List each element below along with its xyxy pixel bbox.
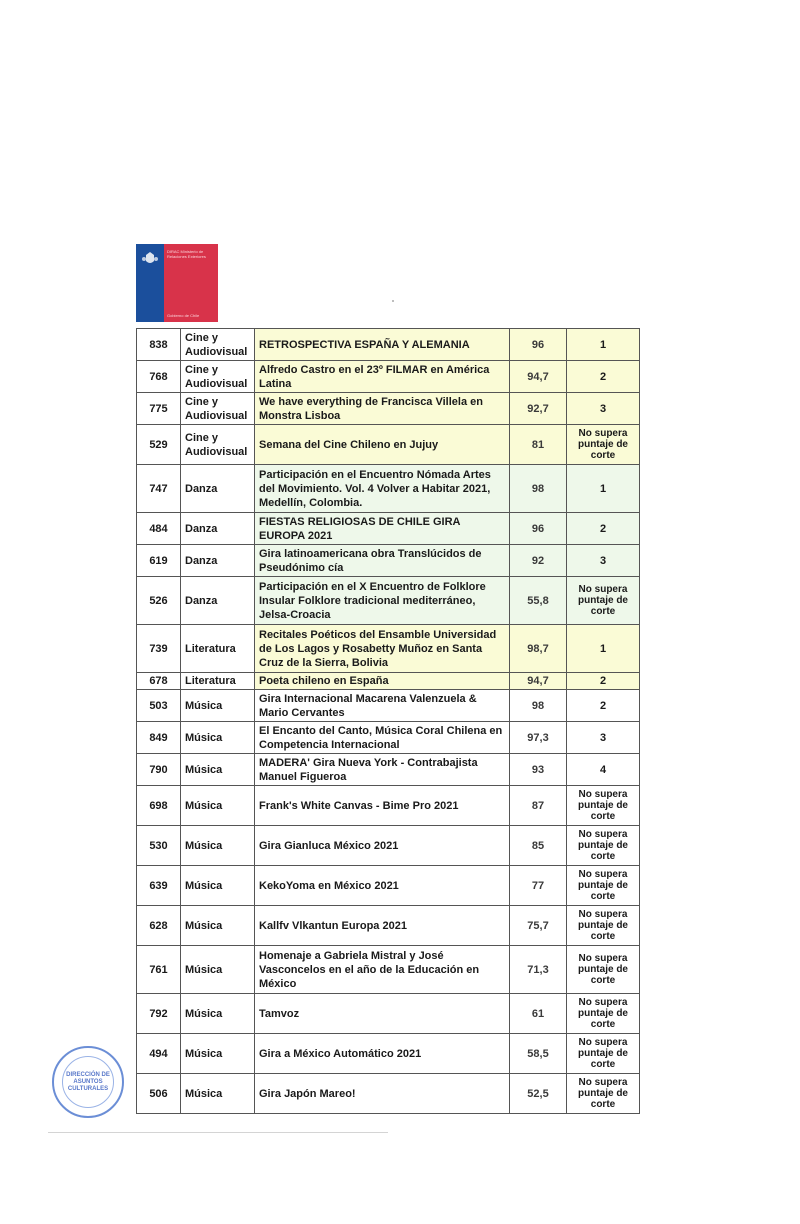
results-table <box>136 328 640 1114</box>
row-discipline: Danza <box>181 577 255 625</box>
row-score: 92 <box>510 545 567 577</box>
dirac-logo <box>136 244 218 322</box>
row-project: Tamvoz <box>255 994 510 1034</box>
row-discipline: Música <box>181 826 255 866</box>
row-discipline: Literatura <box>181 625 255 673</box>
row-project: Gira Japón Mareo! <box>255 1074 510 1114</box>
row-discipline: Música <box>181 690 255 722</box>
table-row <box>137 465 640 513</box>
row-place: 3 <box>567 545 640 577</box>
table-row <box>137 946 640 994</box>
row-place: 3 <box>567 393 640 425</box>
row-score: 98 <box>510 690 567 722</box>
row-id: 529 <box>137 425 181 465</box>
row-discipline: Danza <box>181 465 255 513</box>
row-id: 792 <box>137 994 181 1034</box>
scan-speck <box>392 300 394 302</box>
dirac-logo-panel <box>164 244 218 322</box>
row-id: 747 <box>137 465 181 513</box>
row-place: 1 <box>567 465 640 513</box>
row-place: 2 <box>567 673 640 690</box>
row-id: 775 <box>137 393 181 425</box>
row-project: Participación en el X Encuentro de Folklore Insular Folklore tradicional mediterráneo, Jelsa-Croacia <box>255 577 510 625</box>
row-project: El Encanto del Canto, Música Coral Chilena en Competencia Internacional <box>255 722 510 754</box>
row-discipline: Danza <box>181 513 255 545</box>
row-score: 98,7 <box>510 625 567 673</box>
row-place: No supera puntaje de corte <box>567 946 640 994</box>
row-place: 2 <box>567 690 640 722</box>
table-row <box>137 1074 640 1114</box>
row-score: 52,5 <box>510 1074 567 1114</box>
row-project: Participación en el Encuentro Nómada Artes del Movimiento. Vol. 4 Volver a Habitar 2021, Medellín, Colombia. <box>255 465 510 513</box>
table-row <box>137 754 640 786</box>
row-project: Gira a México Automático 2021 <box>255 1034 510 1074</box>
row-score: 61 <box>510 994 567 1034</box>
row-project: Poeta chileno en España <box>255 673 510 690</box>
row-score: 94,7 <box>510 673 567 690</box>
row-discipline: Música <box>181 722 255 754</box>
row-score: 71,3 <box>510 946 567 994</box>
row-discipline: Música <box>181 786 255 826</box>
seal-text: DIRECCIÓN DE ASUNTOS CULTURALES <box>66 1071 110 1092</box>
row-project: Gira latinoamericana obra Translúcidos de Pseudónimo cía <box>255 545 510 577</box>
row-project: Gira Internacional Macarena Valenzuela & Mario Cervantes <box>255 690 510 722</box>
row-id: 678 <box>137 673 181 690</box>
row-discipline: Música <box>181 1034 255 1074</box>
row-place: 4 <box>567 754 640 786</box>
table-row <box>137 994 640 1034</box>
row-discipline: Cine y Audiovisual <box>181 329 255 361</box>
table-row <box>137 722 640 754</box>
row-id: 619 <box>137 545 181 577</box>
row-score: 55,8 <box>510 577 567 625</box>
row-discipline: Música <box>181 946 255 994</box>
row-discipline: Música <box>181 906 255 946</box>
row-project: Gira Gianluca México 2021 <box>255 826 510 866</box>
row-place: No supera puntaje de corte <box>567 826 640 866</box>
row-id: 484 <box>137 513 181 545</box>
row-place: 1 <box>567 329 640 361</box>
row-id: 639 <box>137 866 181 906</box>
seal-inner-ring <box>62 1056 114 1108</box>
row-score: 87 <box>510 786 567 826</box>
row-score: 98 <box>510 465 567 513</box>
table-row <box>137 361 640 393</box>
chile-coat-of-arms <box>136 244 164 322</box>
row-score: 97,3 <box>510 722 567 754</box>
row-discipline: Cine y Audiovisual <box>181 425 255 465</box>
row-project: KekoYoma en México 2021 <box>255 866 510 906</box>
row-score: 96 <box>510 513 567 545</box>
row-score: 96 <box>510 329 567 361</box>
row-score: 93 <box>510 754 567 786</box>
row-id: 768 <box>137 361 181 393</box>
row-score: 85 <box>510 826 567 866</box>
row-discipline: Música <box>181 866 255 906</box>
row-discipline: Música <box>181 1074 255 1114</box>
footer-rule <box>48 1132 388 1133</box>
official-seal <box>52 1046 124 1118</box>
row-project: RETROSPECTIVA ESPAÑA Y ALEMANIA <box>255 329 510 361</box>
row-id: 628 <box>137 906 181 946</box>
row-place: 1 <box>567 625 640 673</box>
row-id: 790 <box>137 754 181 786</box>
row-score: 75,7 <box>510 906 567 946</box>
table-row <box>137 866 640 906</box>
row-id: 698 <box>137 786 181 826</box>
row-project: Semana del Cine Chileno en Jujuy <box>255 425 510 465</box>
row-place: 3 <box>567 722 640 754</box>
table-row <box>137 673 640 690</box>
row-id: 503 <box>137 690 181 722</box>
row-place: No supera puntaje de corte <box>567 577 640 625</box>
table-row <box>137 513 640 545</box>
row-place: No supera puntaje de corte <box>567 786 640 826</box>
row-project: Homenaje a Gabriela Mistral y José Vasconcelos en el año de la Educación en México <box>255 946 510 994</box>
row-place: No supera puntaje de corte <box>567 1034 640 1074</box>
row-id: 761 <box>137 946 181 994</box>
table-row <box>137 786 640 826</box>
row-project: Recitales Poéticos del Ensamble Universidad de Los Lagos y Rosabetty Muñoz en Santa Cruz de la Sierra, Bolivia <box>255 625 510 673</box>
row-place: 2 <box>567 513 640 545</box>
table-row <box>137 906 640 946</box>
row-project: Kallfv Vlkantun Europa 2021 <box>255 906 510 946</box>
row-id: 849 <box>137 722 181 754</box>
row-discipline: Música <box>181 994 255 1034</box>
row-project: MADERA' Gira Nueva York - Contrabajista Manuel Figueroa <box>255 754 510 786</box>
row-discipline: Cine y Audiovisual <box>181 393 255 425</box>
table-row <box>137 625 640 673</box>
row-discipline: Cine y Audiovisual <box>181 361 255 393</box>
row-project: Frank's White Canvas - Bime Pro 2021 <box>255 786 510 826</box>
row-id: 494 <box>137 1034 181 1074</box>
table-row <box>137 826 640 866</box>
row-place: No supera puntaje de corte <box>567 906 640 946</box>
row-project: Alfredo Castro en el 23º FILMAR en América Latina <box>255 361 510 393</box>
row-place: 2 <box>567 361 640 393</box>
row-score: 94,7 <box>510 361 567 393</box>
row-discipline: Música <box>181 754 255 786</box>
table-row <box>137 545 640 577</box>
row-project: FIESTAS RELIGIOSAS DE CHILE GIRA EUROPA 2021 <box>255 513 510 545</box>
results-table-body <box>137 329 640 1114</box>
table-row <box>137 577 640 625</box>
row-place: No supera puntaje de corte <box>567 1074 640 1114</box>
row-discipline: Danza <box>181 545 255 577</box>
row-score: 92,7 <box>510 393 567 425</box>
row-id: 739 <box>137 625 181 673</box>
row-project: We have everything de Francisca Villela en Monstra Lisboa <box>255 393 510 425</box>
row-score: 58,5 <box>510 1034 567 1074</box>
table-row <box>137 690 640 722</box>
row-place: No supera puntaje de corte <box>567 866 640 906</box>
table-row <box>137 1034 640 1074</box>
row-id: 838 <box>137 329 181 361</box>
table-row <box>137 329 640 361</box>
table-row <box>137 425 640 465</box>
row-place: No supera puntaje de corte <box>567 994 640 1034</box>
logo-text: DIRAC Ministerio de Relaciones Exteriores <box>167 249 206 259</box>
coat-of-arms-icon <box>140 250 160 268</box>
row-id: 530 <box>137 826 181 866</box>
table-row <box>137 393 640 425</box>
row-place: No supera puntaje de corte <box>567 425 640 465</box>
row-id: 506 <box>137 1074 181 1114</box>
row-id: 526 <box>137 577 181 625</box>
row-discipline: Literatura <box>181 673 255 690</box>
row-score: 77 <box>510 866 567 906</box>
row-score: 81 <box>510 425 567 465</box>
logo-footer: Gobierno de Chile <box>167 313 200 318</box>
